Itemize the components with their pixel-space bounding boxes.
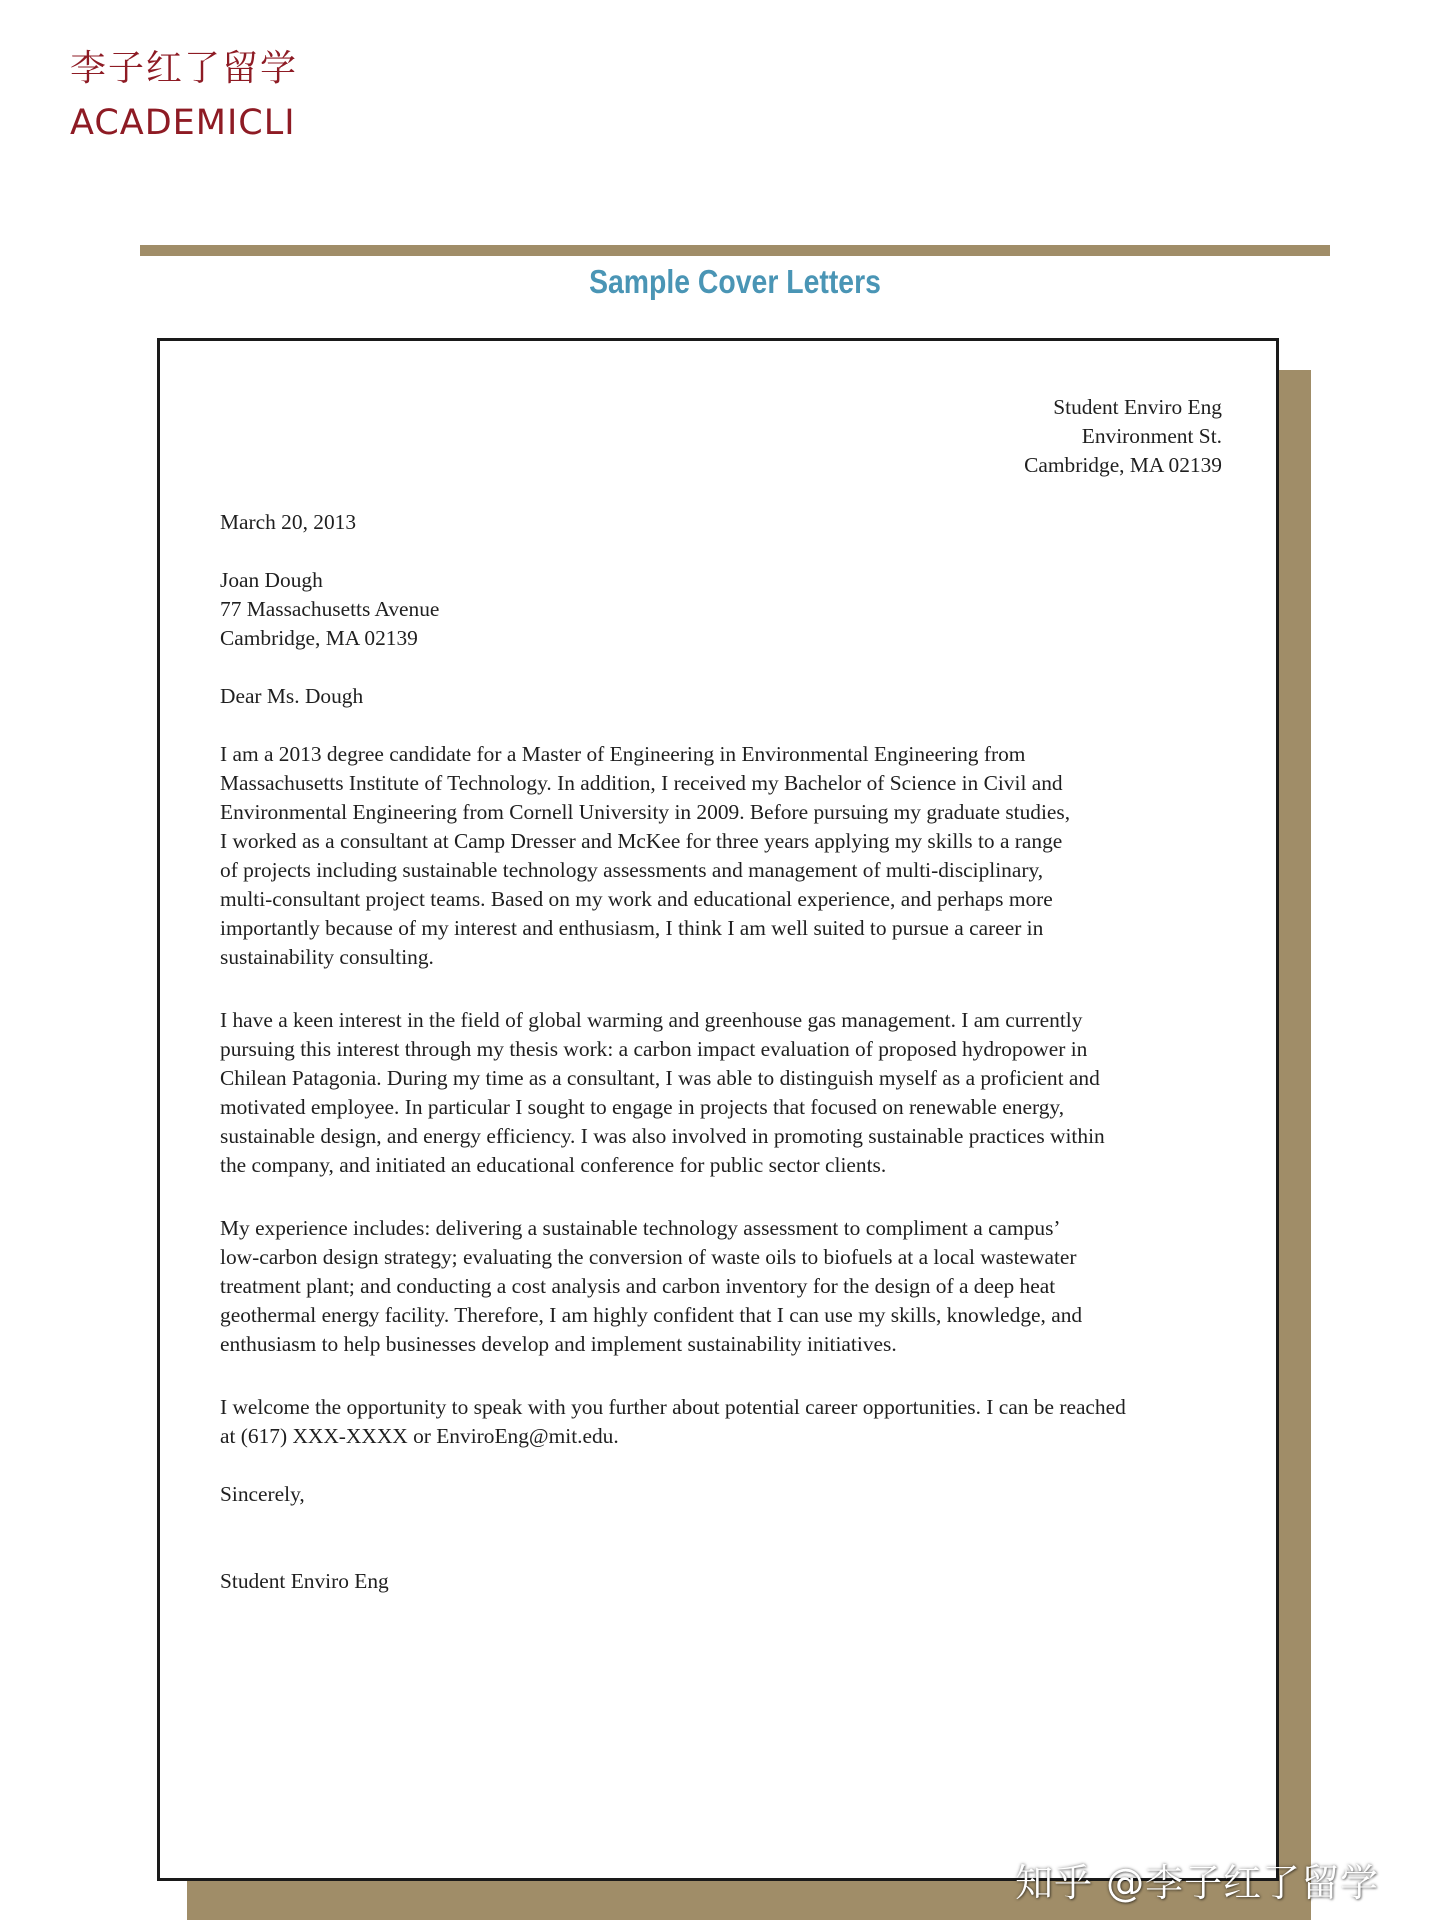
closing: Sincerely, [220,1482,305,1506]
paragraph-2 [220,1006,1220,1180]
sender-street: Environment St. [1081,424,1222,448]
paragraph-line: at (617) XXX-XXXX or EnviroEng@mit.edu. [220,1424,619,1448]
sender-name: Student Enviro Eng [1053,395,1222,419]
paragraph-line: pursuing this interest through my thesis work: a carbon impact evaluation of proposed hydropower in [220,1037,1088,1061]
page-title: Sample Cover Letters [589,263,881,300]
recipient-street: 77 Massachusetts Avenue [220,597,440,621]
paragraph-line: Massachusetts Institute of Technology. In addition, I received my Bachelor of Science in Civil and [220,771,1063,795]
paragraph-line: multi-consultant project teams. Based on my work and educational experience, and perhaps more [220,887,1053,911]
letter-card [157,338,1279,1881]
paragraph-line: the company, and initiated an educational conference for public sector clients. [220,1153,887,1177]
paragraph-1 [220,740,1220,972]
letter-date: March 20, 2013 [220,510,357,534]
paragraph-line: I have a keen interest in the field of global warming and greenhouse gas management. I am currently [220,1008,1083,1032]
paragraph-line: I am a 2013 degree candidate for a Master of Engineering in Environmental Engineering from [220,742,1026,766]
paragraph-line: treatment plant; and conducting a cost analysis and carbon inventory for the design of a deep heat [220,1274,1056,1298]
paragraph-line: importantly because of my interest and enthusiasm, I think I am well suited to pursue a career in [220,916,1044,940]
paragraph-line: geothermal energy facility. Therefore, I am highly confident that I can use my skills, knowledge, and [220,1303,1083,1327]
paragraph-line: I worked as a consultant at Camp Dresser and McKee for three years applying my skills to a range [220,829,1063,853]
paragraph-line: sustainable design, and energy efficiency. I was also involved in promoting sustainable practices within [220,1124,1105,1148]
paragraph-3 [220,1214,1220,1359]
paragraph-line: I welcome the opportunity to speak with you further about potential career opportunities. I can be reached [220,1395,1126,1419]
sender-city: Cambridge, MA 02139 [1024,453,1222,477]
letter-body [220,393,1220,1596]
paragraph-line: low-carbon design strategy; evaluating the conversion of waste oils to biofuels at a local wastewater [220,1245,1077,1269]
watermark: 知乎 @李子红了留学 [1015,1861,1380,1905]
paragraph-4 [220,1393,1220,1451]
brand-logo [70,44,298,148]
brand-english-name: ACADEMICLI [70,103,296,143]
paragraph-line: motivated employee. In particular I sought to engage in projects that focused on renewable energy, [220,1095,1065,1119]
paragraph-line: My experience includes: delivering a sustainable technology assessment to compliment a campus’ [220,1216,1061,1240]
paragraph-line: enthusiasm to help businesses develop and implement sustainability initiatives. [220,1332,897,1356]
brand-chinese-name: 李子红了留学 [70,48,299,89]
sender-address [220,393,1222,480]
recipient-name: Joan Dough [220,568,323,592]
paragraph-line: of projects including sustainable technology assessments and management of multi-disciplinary, [220,858,1044,882]
paragraph-line: Environmental Engineering from Cornell University in 2009. Before pursuing my graduate studies, [220,800,1071,824]
signature: Student Enviro Eng [220,1569,389,1593]
salutation: Dear Ms. Dough [220,684,364,708]
recipient-city: Cambridge, MA 02139 [220,626,418,650]
paragraph-line: Chilean Patagonia. During my time as a consultant, I was able to distinguish myself as a proficient and [220,1066,1100,1090]
paragraph-line: sustainability consulting. [220,945,434,969]
recipient-address [220,566,1220,653]
